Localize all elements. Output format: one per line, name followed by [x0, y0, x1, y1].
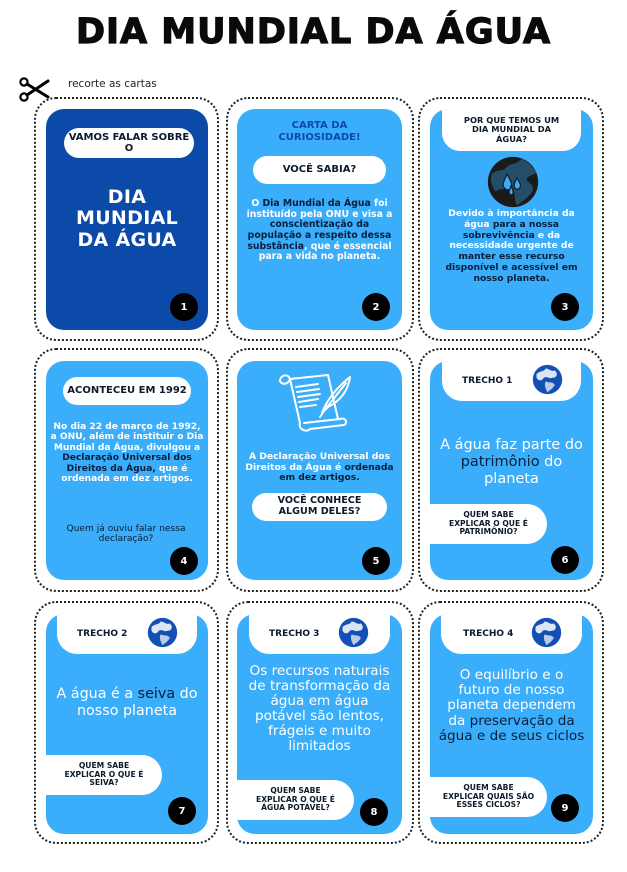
text-part: No dia 22 de março de 1992, a ONU, além de instituir o Dia Mundial da Água, divulgou a [50, 422, 204, 453]
text-part: A Declaração Universal dos Direitos da Água é [245, 451, 391, 473]
card-2-label: CARTA DA CURIOSIDADE! [278, 120, 361, 143]
text-part-highlight: conscientização da população a respeito dessa substância [247, 219, 392, 252]
card-3-header-text: POR QUE TEMOS UM DIA MUNDIAL DA ÁGUA? [463, 114, 560, 144]
card-number-badge: 2 [362, 293, 390, 321]
card-4 [46, 361, 208, 580]
question-text: QUEM SABE EXPLICAR QUAIS SÃO ESSES CICLOS? [442, 782, 535, 810]
globe-icon [146, 616, 179, 649]
card-1-headline [46, 187, 208, 251]
text-part: do planeta [484, 453, 563, 487]
card-5-pill: VOCÊ CONHECE ALGUM DELES? [252, 493, 387, 521]
card-4-pill: ACONTECEU EM 1992 [63, 377, 191, 405]
text-part: Devido à importância da água [448, 208, 575, 230]
card-3 [430, 109, 593, 330]
card-5 [237, 361, 402, 580]
card-number-badge: 5 [362, 547, 390, 575]
text-part-highlight: ordenada em dez artigos. [279, 461, 394, 484]
card-5-body [243, 452, 396, 484]
text-part: A água é a [56, 686, 138, 702]
text-part: foi instituído pela ONU e visa a [246, 198, 393, 220]
card-2-pill: VOCÊ SABIA? [253, 156, 386, 184]
text-part-highlight: Dia Mundial da Água [262, 198, 371, 209]
globe-icon [337, 616, 370, 649]
card-8-tab-label: TRECHO 3 [269, 629, 320, 639]
headline-line-2: MUNDIAL [76, 207, 178, 230]
card-7-question [46, 755, 162, 795]
card-6-question [430, 504, 547, 544]
text-part: A água faz parte do [440, 437, 583, 453]
headline-line-3: DA ÁGUA [77, 228, 177, 251]
cut-hint-label: recorte as cartas [68, 78, 157, 90]
card-9-question [430, 777, 547, 817]
card-3-body [436, 209, 587, 284]
card-number-badge: 6 [551, 546, 579, 574]
card-2 [237, 109, 402, 330]
globe-icon [531, 363, 564, 396]
question-text: QUEM SABE EXPLICAR O QUE É SEIVA? [64, 760, 144, 788]
card-4-body [50, 422, 204, 485]
card-1 [46, 109, 208, 330]
card-7-body [54, 686, 200, 719]
card-6-tab-label: TRECHO 1 [462, 376, 513, 386]
card-6 [430, 361, 593, 580]
card-7 [46, 614, 208, 834]
question-text: QUEM SABE EXPLICAR O QUE É PATRIMÔNIO? [449, 509, 528, 537]
page-title: DIA MUNDIAL DA ÁGUA [75, 12, 552, 52]
card-3-header-tab [442, 109, 581, 151]
text-part-highlight: Declaração Universal dos Direitos da Água, [62, 453, 192, 474]
text-part-highlight: preservação da água e de seus ciclos [438, 712, 585, 744]
text-part-highlight: manter esse recurso disponível e acessível em nosso planeta. [445, 251, 578, 284]
question-text: QUEM SABE EXPLICAR O QUE É ÁGUA POTÁVEL? [256, 785, 335, 813]
text-part: e da necessidade urgente de [449, 229, 574, 252]
text-part-highlight: patrimônio [460, 453, 540, 470]
card-2-body [245, 199, 394, 263]
text-part-highlight: para a nossa sobrevivência [462, 218, 559, 241]
scroll-quill-icon [274, 367, 354, 437]
text-part: O equilíbrio e o futuro de nosso planeta dependem da [447, 667, 576, 729]
text-part: Os recursos naturais de transformação da água em água potável são lentos, frágeis e muito limitados [248, 663, 391, 754]
text-part: O [251, 198, 263, 209]
card-8-question [237, 780, 354, 820]
text-part: do nosso planeta [76, 686, 198, 719]
card-9-body [438, 668, 585, 744]
text-part: , que é essencial para a vida no planeta. [258, 240, 392, 263]
card-number-badge: 3 [551, 293, 579, 321]
card-number-badge: 4 [170, 547, 198, 575]
text-part-highlight: seiva [137, 686, 176, 702]
card-number-badge: 1 [170, 293, 198, 321]
card-8-body [245, 664, 394, 754]
card-7-tab-label: TRECHO 2 [77, 629, 128, 639]
card-number-badge: 9 [551, 794, 579, 822]
card-9-tab-label: TRECHO 4 [463, 629, 514, 639]
text-part: que é ordenada em dez artigos. [61, 463, 193, 485]
card-9 [430, 614, 593, 834]
earth-water-drops-icon [483, 153, 543, 211]
globe-icon [530, 616, 563, 649]
card-4-question: Quem já ouviu falar nessa declaração? [66, 524, 186, 545]
card-1-pill: VAMOS FALAR SOBRE O [64, 128, 194, 158]
card-number-badge: 7 [168, 797, 196, 825]
card-6-body [438, 437, 585, 488]
card-8 [237, 614, 402, 834]
headline-line-1: DIA [107, 186, 147, 208]
card-number-badge: 8 [360, 798, 388, 826]
